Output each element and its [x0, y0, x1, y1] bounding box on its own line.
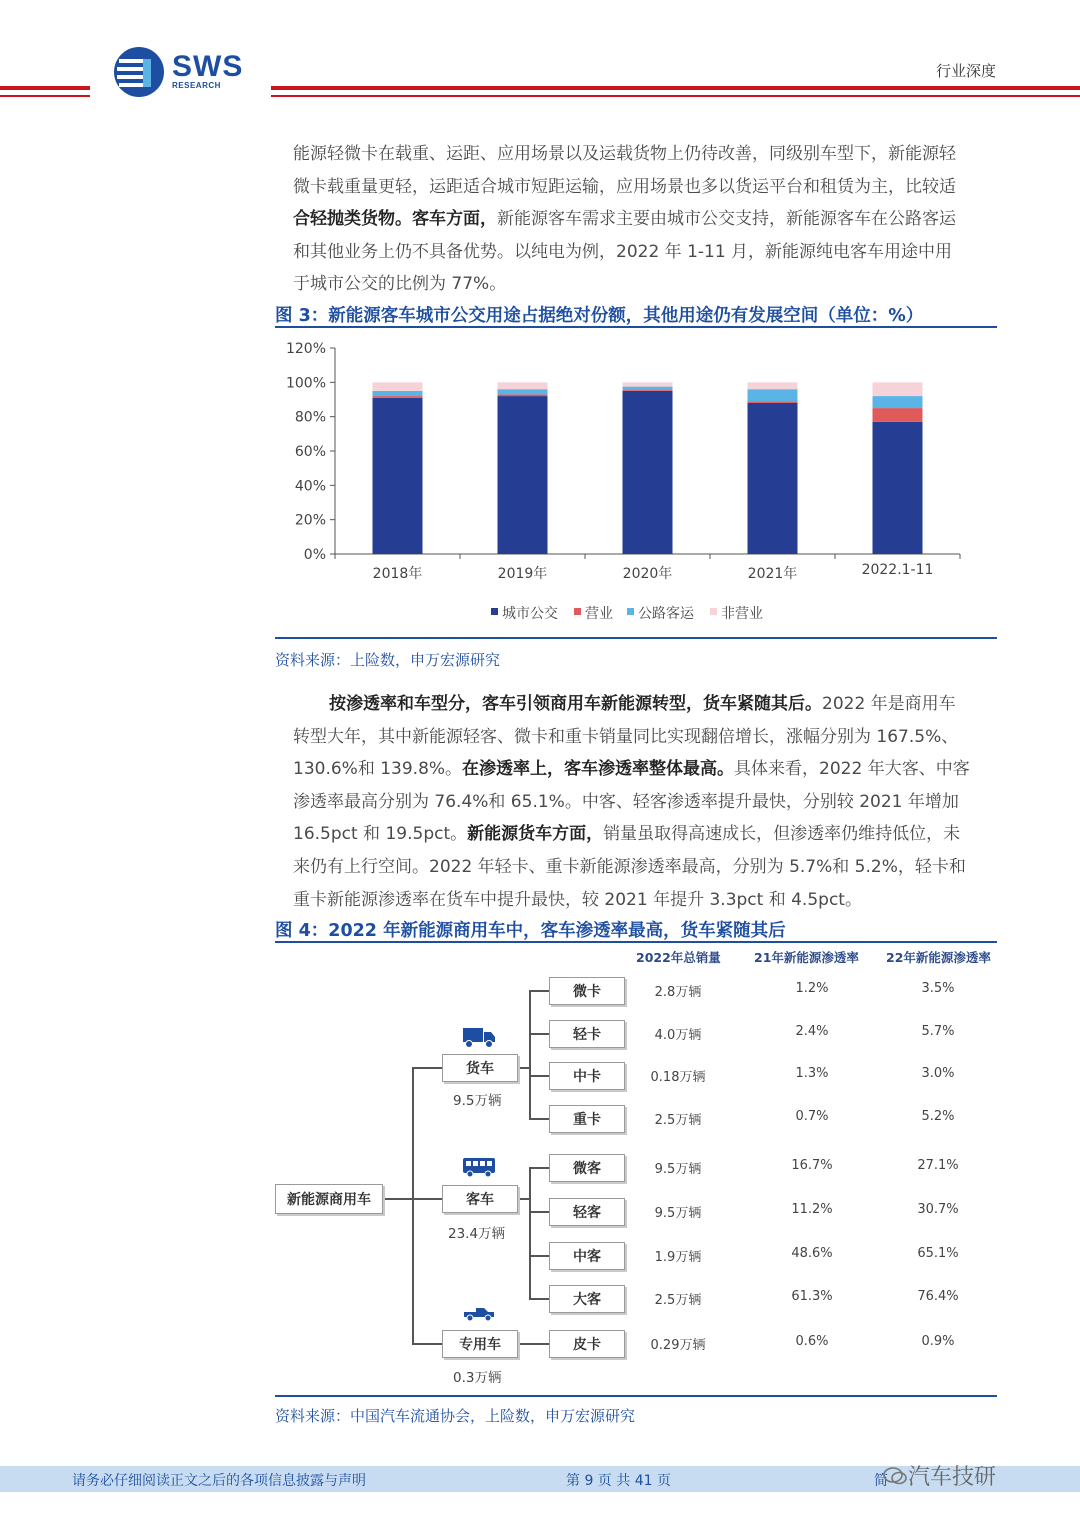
bar-segment-公路客运: [373, 391, 423, 396]
row-value-p22: 76.4%: [917, 1289, 959, 1304]
para2-text: 销量虽取得高速成长，但渗透率仍维持低位，未: [603, 824, 961, 845]
bar-segment-城市公交: [373, 398, 423, 554]
connector: [529, 1075, 549, 1077]
para2-line: 渗透率最高分别为 76.4%和 65.1%。中客、轻客渗透率提升最快，分别较 2021 年增加: [293, 791, 959, 812]
bar-segment-公路客运: [873, 396, 923, 408]
leaf-node: 大客: [549, 1285, 625, 1313]
header-rule-left: [0, 86, 90, 90]
connector: [529, 1167, 531, 1299]
para1-bold: 合轻抛类货物。客车方面，: [293, 209, 497, 230]
bar-segment-非营业: [873, 382, 923, 396]
group-total-special: 0.3万辆: [453, 1370, 502, 1386]
bar-segment-营业: [498, 394, 548, 396]
x-tick-label: 2020年: [622, 566, 673, 582]
leaf-node: 重卡: [549, 1105, 625, 1133]
para2-line: [293, 753, 997, 786]
row-value-p21: 0.7%: [795, 1109, 829, 1124]
x-tick-label: 2022.1-11: [861, 562, 934, 578]
group-node-special: 专用车: [442, 1330, 518, 1358]
bar-segment-公路客运: [623, 387, 673, 390]
para2-text: 130.6%和 139.8%。: [293, 759, 463, 780]
y-tick-label: 20%: [294, 512, 326, 529]
bar-segment-非营业: [623, 382, 673, 386]
leaf-node: 中客: [549, 1242, 625, 1270]
paragraph-1: [293, 138, 997, 301]
para1-line: 于城市公交的比例为 77%。: [293, 274, 507, 295]
para2-bold: 新能源货车方面，: [467, 824, 604, 845]
bar-segment-非营业: [373, 382, 423, 391]
connector: [516, 1067, 530, 1069]
y-tick-label: 100%: [285, 375, 326, 392]
report-category: 行业深度: [936, 62, 997, 80]
figure-4-title: 图 4：2022 年新能源商用车中，客车渗透率最高，货车紧随其后: [275, 921, 786, 941]
leaf-node: 中卡: [549, 1062, 625, 1090]
connector: [381, 1198, 413, 1200]
row-value-sales: 4.0万辆: [654, 1028, 702, 1043]
row-value-p21: 1.2%: [795, 981, 829, 996]
bar-segment-非营业: [498, 382, 548, 389]
para1-line: 和其他业务上仍不具备优势。以纯电为例，2022 年 1-11 月，新能源纯电客车用途中用: [293, 241, 953, 262]
group-total-bus: 23.4万辆: [448, 1226, 506, 1242]
figure-4-top-rule: [275, 941, 997, 943]
connector: [529, 1118, 549, 1120]
wechat-icon: [882, 1463, 908, 1489]
leaf-node: 轻卡: [549, 1020, 625, 1048]
para2-line: 转型大年，其中新能源轻客、微卡和重卡销量同比实现翻倍增长，涨幅分别为 167.5%、: [293, 726, 959, 747]
figure-3-source: 资料来源：上险数，申万宏源研究: [275, 651, 501, 669]
root-node: 新能源商用车: [275, 1184, 383, 1214]
connector: [412, 1067, 442, 1069]
group-node-truck: 货车: [442, 1054, 518, 1082]
row-value-sales: 2.5万辆: [654, 1293, 702, 1308]
bar-segment-营业: [623, 390, 673, 391]
connector: [529, 1167, 549, 1169]
row-value-p22: 5.7%: [921, 1024, 955, 1039]
row-value-sales: 1.9万辆: [654, 1250, 702, 1265]
para2-line: [293, 688, 997, 721]
row-value-p22: 3.5%: [921, 981, 955, 996]
row-value-p21: 2.4%: [795, 1024, 829, 1039]
legend-label: 营业: [585, 606, 613, 622]
para2-text: 16.5pct 和 19.5pct。: [293, 824, 468, 845]
y-tick-label: 0%: [303, 547, 326, 563]
para2-text: 具体来看，2022 年大客、中客: [734, 759, 970, 780]
legend-swatch: [574, 608, 581, 615]
para1-line: 微卡载重量更轻，运距适合城市短距运输，应用场景也多以货运平台和租赁为主，比较适: [293, 176, 956, 197]
pickup-icon: [462, 1306, 496, 1322]
bar-segment-营业: [373, 396, 423, 398]
x-tick-label: 2021年: [747, 566, 798, 582]
col-header-p21: 21年新能源渗透率: [754, 950, 859, 965]
row-value-p22: 3.0%: [921, 1066, 955, 1081]
row-value-p21: 0.6%: [795, 1334, 829, 1349]
row-value-p22: 30.7%: [917, 1202, 959, 1217]
para2-bold: 在渗透率上，客车渗透率整体最高。: [462, 759, 735, 780]
para2-line: 重卡新能源渗透率在货车中提升最快，较 2021 年提升 3.3pct 和 4.5pct。: [293, 889, 862, 910]
figure-3-chart: [275, 330, 997, 630]
figure-3-title: 图 3：新能源客车城市公交用途占据绝对份额，其他用途仍有发展空间（单位：%）: [275, 306, 924, 326]
row-value-p21: 16.7%: [791, 1158, 833, 1173]
row-value-p21: 61.3%: [791, 1289, 833, 1304]
legend-swatch: [491, 608, 498, 615]
connector: [516, 1343, 549, 1345]
logo-text: SWS: [172, 50, 244, 83]
row-value-p21: 1.3%: [795, 1066, 829, 1081]
bar-segment-城市公交: [623, 391, 673, 554]
group-total-truck: 9.5万辆: [453, 1093, 502, 1109]
row-value-sales: 9.5万辆: [654, 1162, 702, 1177]
x-tick-label: 2019年: [497, 566, 548, 582]
bar-segment-营业: [873, 408, 923, 422]
row-value-sales: 2.8万辆: [654, 985, 702, 1000]
bar-segment-非营业: [748, 382, 798, 389]
bus-icon: [462, 1156, 496, 1178]
connector: [529, 990, 531, 1119]
footer-disclaimer: 请务必仔细阅读正文之后的各项信息披露与声明: [72, 1473, 366, 1489]
connector: [412, 1067, 414, 1344]
row-value-p22: 65.1%: [917, 1246, 959, 1261]
para2-line: [293, 818, 997, 851]
connector: [516, 1198, 530, 1200]
sws-logo-icon: [113, 46, 165, 98]
legend-swatch: [627, 608, 634, 615]
connector: [529, 1033, 549, 1035]
para2-bold: 按渗透率和车型分，客车引领商用车新能源转型，货车紧随其后。: [329, 694, 822, 714]
row-value-sales: 0.18万辆: [650, 1070, 706, 1085]
footer-page-number: 第 9 页 共 41 页: [566, 1473, 671, 1489]
bar-segment-城市公交: [748, 403, 798, 554]
connector: [529, 1211, 549, 1213]
para1-text: 新能源客车需求主要由城市公交支持，新能源客车在公路客运: [497, 209, 956, 230]
x-tick-label: 2018年: [372, 566, 423, 582]
paragraph-2: [293, 688, 997, 916]
legend-label: 城市公交: [502, 606, 558, 622]
row-value-p22: 0.9%: [921, 1334, 955, 1349]
row-value-p22: 27.1%: [917, 1158, 959, 1173]
watermark-text: 汽车技研: [908, 1465, 997, 1490]
header-rule-right-thin: [271, 95, 1080, 97]
para1-line: 能源轻微卡在载重、运距、应用场景以及运载货物上仍待改善，同级别车型下，新能源轻: [293, 144, 956, 164]
bar-segment-城市公交: [498, 396, 548, 554]
connector: [529, 990, 549, 992]
group-node-bus: 客车: [442, 1185, 518, 1213]
y-tick-label: 60%: [294, 444, 326, 460]
figure-3-bottom-rule: [275, 637, 997, 639]
footer-right-text: 简: [874, 1473, 888, 1489]
legend-swatch: [710, 608, 717, 615]
figure-3-top-rule: [275, 326, 997, 328]
para2-line: 来仍有上行空间。2022 年轻卡、重卡新能源渗透率最高，分别为 5.7%和 5.2%，轻卡和: [293, 856, 966, 877]
header-rule-left-thin: [0, 95, 90, 97]
y-tick-label: 80%: [294, 409, 326, 426]
para2-text: 2022 年是商用车: [822, 694, 956, 714]
para1-line: [293, 203, 997, 236]
leaf-node: 皮卡: [549, 1330, 625, 1358]
leaf-node: 轻客: [549, 1198, 625, 1226]
row-value-p21: 48.6%: [791, 1246, 833, 1261]
bar-segment-营业: [748, 401, 798, 403]
figure-4-source: 资料来源：中国汽车流通协会，上险数，申万宏源研究: [275, 1407, 636, 1425]
legend-label: 公路客运: [638, 606, 694, 622]
row-value-sales: 0.29万辆: [650, 1338, 706, 1353]
connector: [529, 1255, 549, 1257]
col-header-sales: 2022年总销量: [636, 950, 721, 965]
col-header-p22: 22年新能源渗透率: [886, 950, 991, 965]
bar-segment-公路客运: [748, 389, 798, 401]
truck-icon: [462, 1025, 496, 1049]
row-value-p21: 11.2%: [791, 1202, 833, 1217]
row-value-sales: 9.5万辆: [654, 1206, 702, 1221]
connector: [529, 1298, 549, 1300]
bar-segment-公路客运: [498, 389, 548, 394]
y-tick-label: 40%: [294, 478, 326, 495]
header-rule-right: [271, 86, 1080, 90]
connector: [412, 1198, 442, 1200]
leaf-node: 微卡: [549, 977, 625, 1005]
row-value-sales: 2.5万辆: [654, 1113, 702, 1128]
row-value-p22: 5.2%: [921, 1109, 955, 1124]
logo-subtext: RESEARCH: [172, 81, 221, 90]
legend-label: 非营业: [721, 606, 763, 622]
bar-segment-城市公交: [873, 422, 923, 554]
figure-4-bottom-rule: [275, 1395, 997, 1397]
leaf-node: 微客: [549, 1154, 625, 1182]
connector: [412, 1343, 442, 1345]
y-tick-label: 120%: [285, 341, 326, 357]
